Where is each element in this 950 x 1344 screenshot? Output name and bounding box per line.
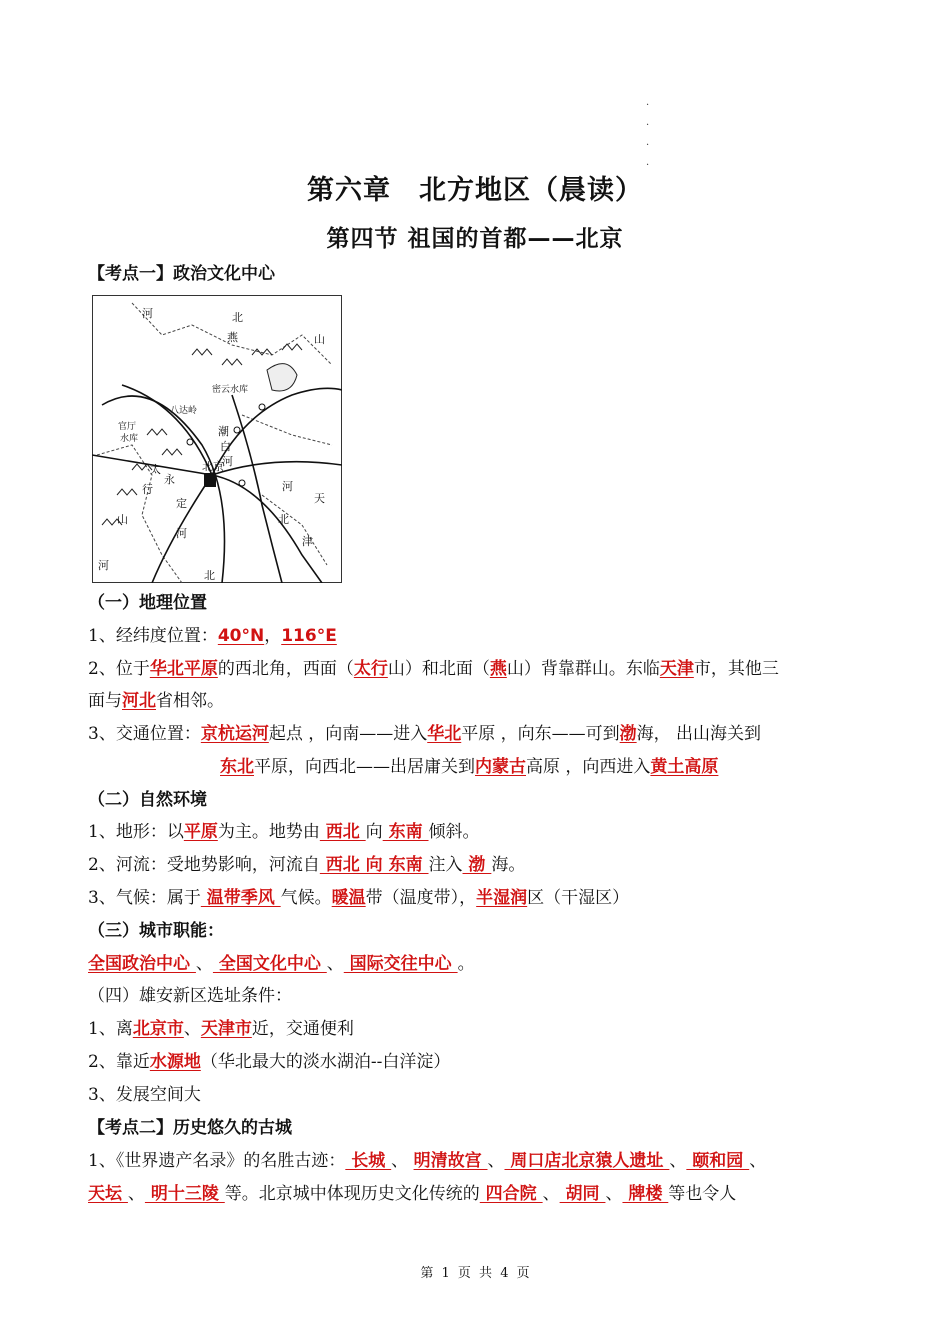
text-run: 山）和北面（ <box>387 659 490 679</box>
s2-line1 <box>88 820 480 844</box>
answer-blank: 黄土高原 <box>650 757 719 777</box>
answer-blank: 华北 <box>427 724 462 744</box>
answer-blank: 京杭运河 <box>200 724 269 744</box>
map-label: 津 <box>302 535 313 548</box>
s2-line3 <box>88 886 629 910</box>
text-run: 向 <box>365 822 383 842</box>
answer-blank: 全国政治中心 <box>88 954 196 974</box>
answer-blank: 河北 <box>122 691 156 711</box>
answer-blank: 太行 <box>353 659 388 679</box>
text-run: 2、位于 <box>88 659 150 679</box>
text-run: ， <box>264 626 282 646</box>
map-label: 密云水库 <box>212 385 249 395</box>
answer-blank: 渤 <box>619 724 637 744</box>
text-run: 、 <box>605 1184 623 1204</box>
text-run: 、 <box>183 1019 201 1039</box>
map-label: 山 <box>314 333 325 346</box>
map-label: 北 <box>232 311 243 324</box>
answer-blank: 长城 <box>345 1151 392 1171</box>
text-run: 、 <box>127 1184 145 1204</box>
text-run: 注入 <box>428 855 463 875</box>
map-label: 北京 <box>202 460 224 473</box>
text-run: 、 <box>487 1151 505 1171</box>
text-run: 、 <box>195 954 213 974</box>
answer-blank: 北京市 <box>132 1019 184 1039</box>
answer-blank: 116°E <box>281 626 337 646</box>
chapter-title: 第六章 北方地区（晨读） <box>307 175 643 206</box>
p2-line2 <box>88 1182 736 1206</box>
text-run: 1、离 <box>88 1019 133 1039</box>
answer-blank: 颐和园 <box>686 1151 750 1171</box>
text-run: （华北最大的淡水湖泊--白洋淀） <box>200 1052 451 1072</box>
sec2-heading: （二）自然环境 <box>88 790 207 810</box>
text-run: 市，其他三 <box>693 659 779 679</box>
map-label: 天 <box>314 492 325 505</box>
answer-blank: 温带季风 <box>200 888 281 908</box>
text-run: 等也令人 <box>668 1184 737 1204</box>
text-run: 、 <box>542 1184 560 1204</box>
section-title: 第四节 祖国的首都——北京 <box>326 226 624 252</box>
answer-blank: 东南 <box>382 822 429 842</box>
text-run: 起点 ，向南——进入 <box>268 724 428 744</box>
answer-blank: 牌楼 <box>622 1184 669 1204</box>
map-label: 八达岭 <box>170 406 198 416</box>
map-label: 河 <box>142 307 153 320</box>
sec1-heading: （一）地理位置 <box>88 593 207 613</box>
s1-line4 <box>88 722 761 746</box>
map-label: 水库 <box>120 434 139 444</box>
map-label: 燕 <box>227 331 238 344</box>
s1-line5 <box>220 755 718 779</box>
map-label: 定 <box>176 497 187 510</box>
map-label: 白 <box>220 440 231 453</box>
answer-blank: 胡同 <box>559 1184 606 1204</box>
text-run: 高原 ，向西进入 <box>526 757 651 777</box>
answer-blank: 天津 <box>659 659 694 679</box>
text-run: 平原 ，向东——可到 <box>461 724 620 744</box>
text-run: 区（干湿区） <box>527 888 630 908</box>
map-label: 河 <box>176 527 187 540</box>
text-run: 、 <box>326 954 344 974</box>
map-label: 山 <box>117 513 128 526</box>
s4-line3: 3、发展空间大 <box>88 1085 201 1105</box>
text-run: 海。 <box>491 855 526 875</box>
text-run: 带（温度带）， <box>365 888 477 908</box>
p2-line1 <box>88 1149 766 1173</box>
sec3-heading: （三）城市职能： <box>88 921 224 941</box>
answer-blank: 明清故宫 <box>413 1151 488 1171</box>
text-run: 省相邻。 <box>156 691 224 711</box>
map-label: 永 <box>164 473 175 486</box>
answer-blank: 四合院 <box>479 1184 543 1204</box>
text-run: 、 <box>391 1151 414 1171</box>
answer-blank: 天津市 <box>200 1019 252 1039</box>
text-run: 2、靠近 <box>88 1052 150 1072</box>
answer-blank: 全国文化中心 <box>212 954 327 974</box>
text-run: 面与 <box>88 691 122 711</box>
text-run: 气候。 <box>280 888 332 908</box>
answer-blank: 半湿润 <box>476 888 528 908</box>
beijing-map <box>92 295 342 583</box>
point1-heading: 【考点一】政治文化中心 <box>88 264 275 284</box>
text-run: 3、交通位置： <box>88 724 201 744</box>
s4-line1 <box>88 1017 354 1041</box>
answer-blank: 平原 <box>183 822 218 842</box>
text-run: 平原，向西北——出居庸关到 <box>254 757 475 777</box>
s1-line3 <box>88 689 224 713</box>
text-run: 3、气候：属于 <box>88 888 201 908</box>
answer-blank: 明十三陵 <box>144 1184 225 1204</box>
map-label: 行 <box>142 483 153 496</box>
s1-line2 <box>88 657 779 681</box>
text-run: 、 <box>669 1151 687 1171</box>
text-run: 为主。地势由 <box>217 822 320 842</box>
answer-blank: 水源地 <box>149 1052 201 1072</box>
s4-line2 <box>88 1050 450 1074</box>
map-label: 河 <box>282 480 293 493</box>
s1-line1 <box>88 624 337 648</box>
map-label: 太 <box>150 463 161 476</box>
text-run: 1、经纬度位置： <box>88 626 218 646</box>
text-run: 海， 出山海关到 <box>636 724 762 744</box>
margin-dots: · · · · <box>646 100 650 171</box>
map-label: 潮 <box>218 425 229 438</box>
answer-blank: 渤 <box>462 855 492 875</box>
answer-blank: 东北 <box>220 757 254 777</box>
map-label: 官厅 <box>118 422 137 432</box>
map-label: 北 <box>204 569 215 582</box>
text-run: 2、河流：受地势影响，河流自 <box>88 855 320 875</box>
answer-blank: 华北平原 <box>149 659 218 679</box>
answer-blank: 国际交往中心 <box>343 954 458 974</box>
sec4-heading: （四）雄安新区选址条件： <box>88 986 292 1006</box>
text-run: 等。北京城中体现历史文化传统的 <box>224 1184 480 1204</box>
text-run: 1、《世界遗产名录》的名胜古迹： <box>88 1151 346 1171</box>
answer-blank: 周口店北京猿人遗址 <box>504 1151 670 1171</box>
s3-line <box>88 952 475 976</box>
point2-heading: 【考点二】历史悠久的古城 <box>88 1118 292 1138</box>
s2-line2 <box>88 853 525 877</box>
text-run: 近，交通便利 <box>251 1019 354 1039</box>
map-label: 北 <box>278 513 289 526</box>
text-run: 的西北角，西面（ <box>217 659 354 679</box>
answer-blank: 天坛 <box>88 1184 128 1204</box>
answer-blank: 西北 <box>319 822 366 842</box>
map-label: 河 <box>222 455 233 468</box>
text-run: 。 <box>457 954 475 974</box>
text-run: 1、地形：以 <box>88 822 184 842</box>
answer-blank: 40°N <box>217 626 265 646</box>
page-footer: 第 1 页 共 4 页 <box>420 1266 530 1281</box>
text-run: 山）背靠群山。东临 <box>506 659 660 679</box>
text-run: 、 <box>749 1151 767 1171</box>
answer-blank: 内蒙古 <box>475 757 526 777</box>
answer-blank: 燕 <box>489 659 507 679</box>
answer-blank: 西北 向 东南 <box>319 855 429 875</box>
answer-blank: 暖温 <box>331 888 366 908</box>
map-label: 河 <box>98 559 109 572</box>
text-run: 倾斜。 <box>428 822 480 842</box>
